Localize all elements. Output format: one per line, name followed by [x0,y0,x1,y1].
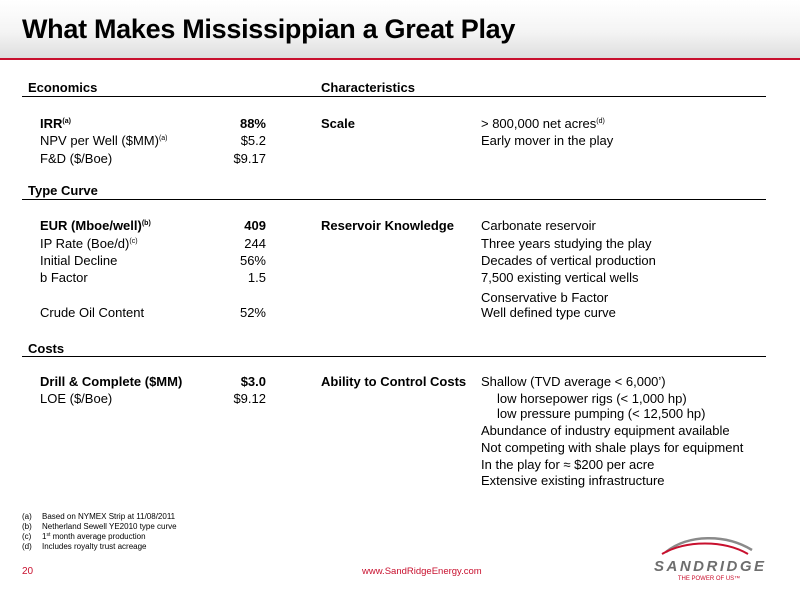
type-curve-header: Type Curve [28,183,98,198]
type-curve-rule [22,199,766,200]
initial-decline-label: Initial Decline [40,253,118,268]
control-costs-subitem: low pressure pumping (< 12,500 hp) [497,406,706,421]
npv-label: NPV per Well ($MM)$^{(a)}$ [40,133,168,148]
sandridge-logo [648,528,770,584]
reservoir-item: Three years studying the play [481,236,652,251]
logo-tagline: THE POWER OF US™ [677,576,741,582]
footnote-mark: (d) [22,542,32,551]
scale-line-2: Early mover in the play [481,133,614,148]
irr-value: 88% [239,116,266,131]
eur-value: 409 [244,218,266,233]
crude-oil-value: 52% [239,305,266,320]
footnote-mark: (c) [22,532,32,541]
footnote-text: Netherland Sewell YE2010 type curve [42,522,177,531]
initial-decline-value: 56% [239,253,266,268]
reservoir-label: Reservoir Knowledge [321,218,454,233]
control-costs-subitem: low horsepower rigs (< 1,000 hp) [497,391,687,406]
control-costs-item: Extensive existing infrastructure [481,473,665,488]
title-rule [0,58,800,60]
costs-header: Costs [28,341,65,356]
footnote-text: Based on NYMEX Strip at 11/08/2011 [42,512,176,521]
page-title: What Makes Mississippian a Great Play [22,14,516,44]
reservoir-item: 7,500 existing vertical wells [481,270,639,285]
crude-oil-label: Crude Oil Content [40,305,145,320]
ip-rate-value: 244 [244,236,266,251]
scale-line-1: > 800,000 net acres$^{(d)}$ [481,116,605,131]
control-costs-item: In the play for ≈ $200 per acre [481,457,655,472]
reservoir-item: Conservative b Factor [481,290,609,305]
title-bar [0,0,800,58]
footnote-mark: (b) [22,522,32,531]
scale-label: Scale [321,116,355,131]
logo-wordmark: SANDRIDGE [654,558,764,575]
control-costs-label: Ability to Control Costs [321,374,467,389]
control-costs-item: Not competing with shale plays for equipment [481,440,744,455]
drill-complete-label: Drill & Complete ($MM) [40,374,183,389]
footnote-text: 1st month average production [42,532,146,541]
footnote-mark: (a) [22,512,32,521]
b-factor-label: b Factor [40,270,88,285]
economics-rule [22,96,766,97]
npv-value: $5.2 [240,133,266,148]
website-link[interactable]: www.SandRidgeEnergy.com [362,566,482,577]
fd-value: $9.17 [233,151,266,166]
irr-label: IRR$^{(a)}$ [40,116,71,131]
reservoir-item: Well defined type curve [481,305,616,320]
loe-value: $9.12 [233,391,266,406]
drill-complete-value: $3.0 [240,374,266,389]
b-factor-value: 1.5 [247,270,266,285]
costs-rule [22,356,766,357]
footnote-text: Includes royalty trust acreage [42,542,147,551]
ip-rate-label: IP Rate $(Boe/d)^{(c)}$ [40,236,138,251]
characteristics-header: Characteristics [321,80,415,95]
fd-label: F&D ($/Boe) [40,151,113,166]
page-number: 20 [22,566,34,577]
control-costs-item: Abundance of industry equipment available [481,423,730,438]
reservoir-item: Decades of vertical production [481,253,656,268]
eur-label: EUR (Mboe/well)$^{(b)}$ [40,218,151,233]
loe-label: LOE ($/Boe) [40,391,113,406]
control-costs-item: Shallow (TVD average < 6,000’) [481,374,666,389]
reservoir-item: Carbonate reservoir [481,218,596,233]
economics-header: Economics [28,80,98,95]
